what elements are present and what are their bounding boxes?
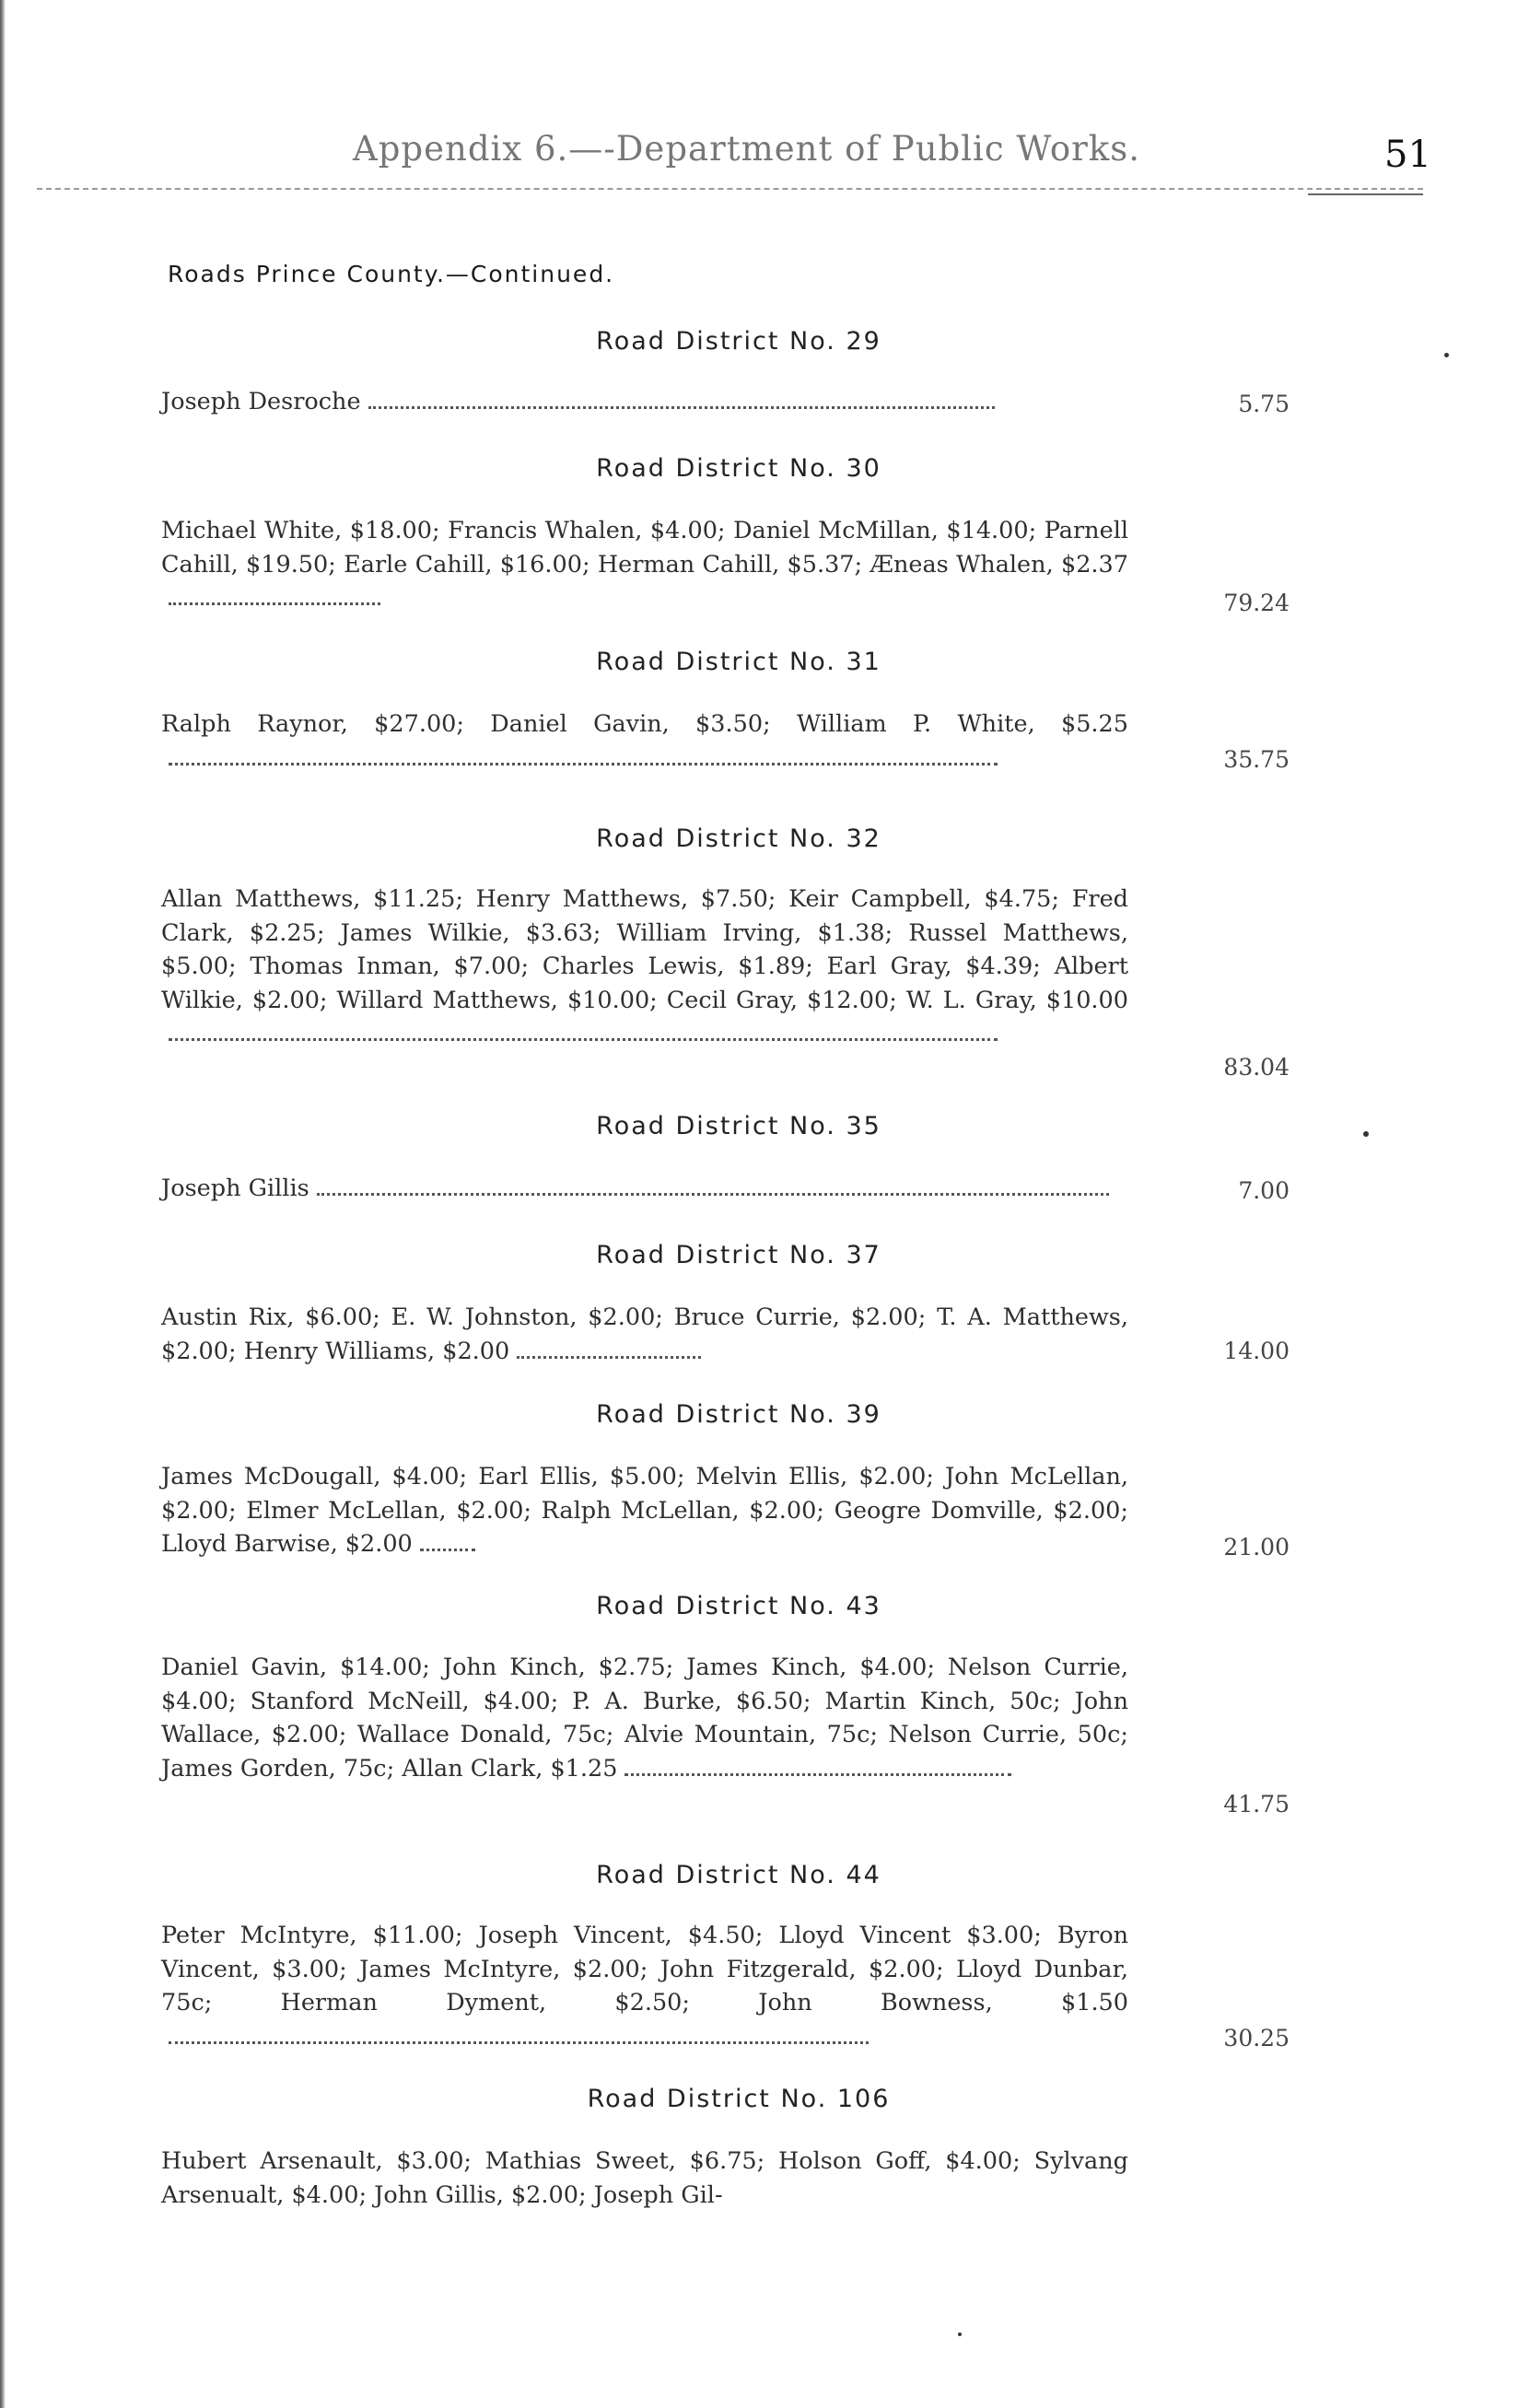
district-entry-39 (161, 1460, 1128, 1561)
district-amount-29: 5.75 (1238, 391, 1290, 417)
district-heading-37: Road District No. 37 (596, 1241, 881, 1269)
scan-speck (1444, 353, 1449, 357)
district-amount-39: 21.00 (1223, 1534, 1290, 1561)
district-payees: Ralph Raynor, $27.00; Daniel Gavin, $3.50; William P. White, $5.25 (161, 710, 1128, 738)
district-entry-43 (161, 1651, 1128, 1785)
district-payees: Austin Rix, $6.00; E. W. Johnston, $2.00; Bruce Currie, $2.00; T. A. Matthews, $2.00; Henry Williams, $2.00 (161, 1303, 1128, 1365)
district-payees: Allan Matthews, $11.25; Henry Matthews, $7.50; Keir Campbell, $4.75; Fred Clark, $2.25; James Wilkie, $3.63; William Irving, $1.38; Russel Matthews, $5.00; Thomas Inman, $7.00; Charles Lewis, $1.89; Earl Gray, $4.39; Albert Wilkie, $2.00; Willard Matthews, $10.00; Cecil Gray, $12.00; W. L. Gray, $10.00 (161, 885, 1128, 1014)
district-payees: Peter McIntyre, $11.00; Joseph Vincent, $4.50; Lloyd Vincent $3.00; Byron Vincent, $3.00; James McIntyre, $2.00; John Fitzgerald, $2.00; Lloyd Dunbar, 75c; Herman Dyment, $2.50; John Bowness, $1.50 (161, 1922, 1128, 2016)
district-heading-106: Road District No. 106 (587, 2085, 891, 2113)
district-heading-43: Road District No. 43 (596, 1592, 881, 1620)
district-amount-44: 30.25 (1223, 2025, 1290, 2051)
district-payees: Michael White, $18.00; Francis Whalen, $4.00; Daniel McMillan, $14.00; Parnell Cahill, $19.50; Earle Cahill, $16.00; Herman Cahill, $5.37; Æneas Whalen, $2.37 (161, 517, 1128, 579)
district-entry-32 (161, 883, 1128, 1051)
dot-leader (517, 1352, 701, 1359)
district-amount-30: 79.24 (1223, 590, 1290, 616)
district-entry-44 (161, 1919, 1128, 2053)
district-heading-32: Road District No. 32 (596, 824, 881, 853)
district-heading-30: Road District No. 30 (596, 454, 881, 483)
district-entry-37 (161, 1301, 1128, 1368)
dot-leader (317, 1189, 1109, 1196)
dot-leader (169, 1035, 998, 1041)
district-heading-35: Road District No. 35 (596, 1112, 881, 1140)
page-binding-edge (0, 0, 6, 2408)
district-entry-35 (161, 1172, 1128, 1206)
scan-speck (1363, 1131, 1369, 1137)
district-heading-31: Road District No. 31 (596, 648, 881, 676)
district-payees: Hubert Arsenault, $3.00; Mathias Sweet, $6.75; Holson Goff, $4.00; Sylvang Arsenualt, $4.00; John Gillis, $2.00; Joseph Gil- (161, 2147, 1128, 2209)
dot-leader (169, 759, 998, 766)
district-payees: James McDougall, $4.00; Earl Ellis, $5.00; Melvin Ellis, $2.00; John McLellan, $2.00; Elmer McLellan, $2.00; Ralph McLellan, $2.00; Geogre Domville, $2.00; Lloyd Barwise, $2.00 (161, 1463, 1128, 1558)
district-payees: Daniel Gavin, $14.00; John Kinch, $2.75; James Kinch, $4.00; Nelson Currie, $4.00; Stanford McNeill, $4.00; P. A. Burke, $6.50; Martin Kinch, 50c; John Wallace, $2.00; Wallace Donald, 75c; Alvie Mountain, 75c; Nelson Currie, 50c; James Gorden, 75c; Allan Clark, $1.25 (161, 1654, 1128, 1783)
district-amount-37: 14.00 (1223, 1338, 1290, 1364)
district-heading-44: Road District No. 44 (596, 1861, 881, 1889)
district-amount-31: 35.75 (1223, 746, 1290, 773)
header-rule (37, 188, 1423, 190)
district-entry-30 (161, 514, 1128, 615)
district-heading-39: Road District No. 39 (596, 1400, 881, 1429)
scan-speck (958, 2332, 962, 2336)
dot-leader (169, 599, 380, 605)
dot-leader (624, 1770, 1011, 1776)
district-payees: Joseph Desroche (161, 388, 361, 415)
district-heading-29: Road District No. 29 (596, 327, 881, 356)
dot-leader (420, 1545, 475, 1551)
district-payees: Joseph Gillis (161, 1175, 309, 1202)
district-amount-32: 83.04 (1223, 1054, 1290, 1081)
district-entry-29 (161, 385, 1128, 419)
section-title: Roads Prince County.—Continued. (168, 261, 615, 287)
running-head: Appendix 6.—-Department of Public Works. (353, 129, 1141, 169)
header-rule-accent (1308, 193, 1423, 195)
dot-leader (169, 2038, 869, 2044)
district-entry-106 (161, 2145, 1128, 2212)
district-amount-43: 41.75 (1223, 1791, 1290, 1818)
dot-leader (368, 403, 995, 409)
district-entry-31 (161, 707, 1128, 775)
district-amount-35: 7.00 (1238, 1177, 1290, 1204)
page-number: 51 (1384, 134, 1431, 176)
